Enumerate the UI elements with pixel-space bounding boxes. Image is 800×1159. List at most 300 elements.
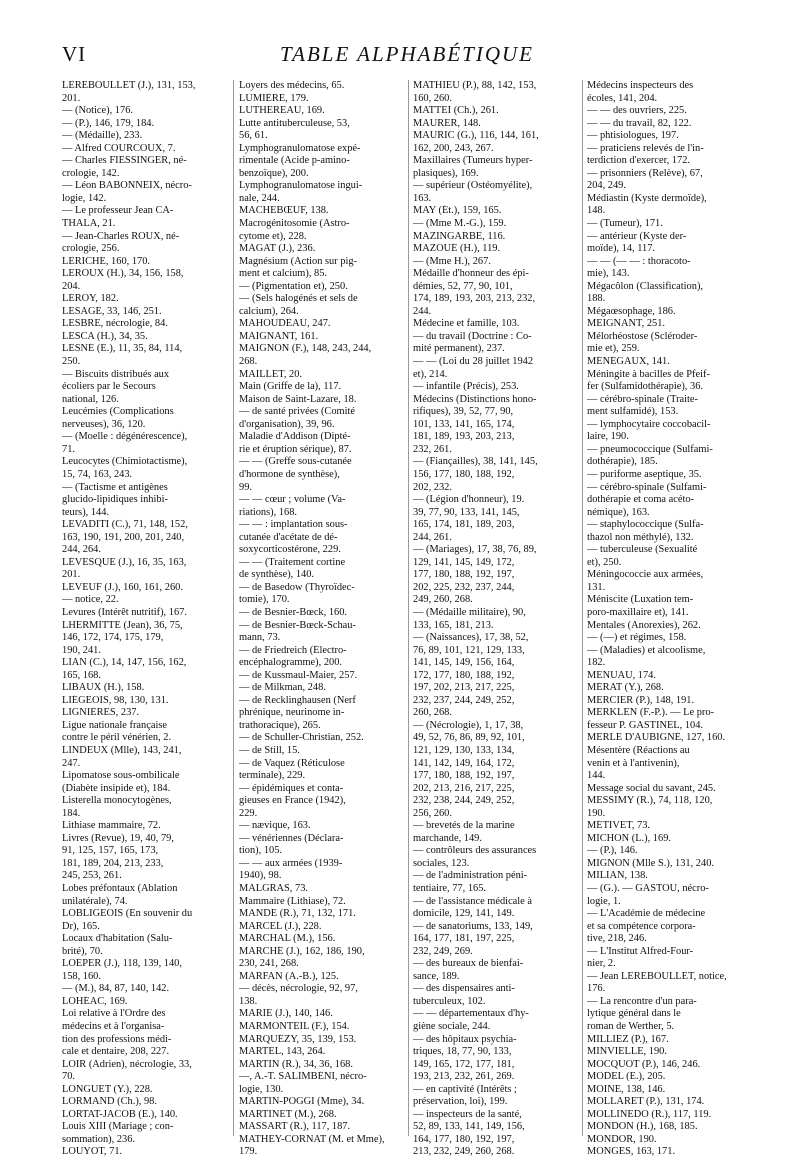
index-entry-line: — de Recklinghausen (Nerf xyxy=(239,694,356,706)
index-entry-line: tomie), 170. xyxy=(239,594,290,606)
index-entry-line: riations), 168. xyxy=(239,506,298,518)
index-entry-line: 15, 74, 163, 243. xyxy=(62,468,133,480)
index-entry-line: glucido-lipidiques inhibi- xyxy=(62,494,168,506)
index-entry-line: — décès, nécrologie, 92, 97, xyxy=(239,983,358,995)
index-entry-line: — contrôleurs des assurances xyxy=(413,845,537,857)
index-columns xyxy=(62,80,768,1158)
index-entry-line: logie, 142. xyxy=(62,192,107,204)
index-entry-line: MARFAN (A.-B.), 125. xyxy=(239,970,339,982)
index-entry-line: et), 250. xyxy=(587,556,622,568)
index-entry-line: logie, 130. xyxy=(239,1083,284,1095)
index-entry-line: 232, 238, 244, 249, 252, xyxy=(413,795,515,807)
index-entry-line: MARMONTEIL (F.), 154. xyxy=(239,1021,350,1033)
index-entry-line: écoliers par le Secours xyxy=(62,381,156,393)
index-entry-line: MERLE D'AUBIGNÉ, 127, 160. xyxy=(587,732,726,744)
index-entry-line: 181, 189, 193, 203, 213, xyxy=(413,431,515,443)
column-divider xyxy=(582,80,583,1136)
index-entry-line: Médaille d'honneur des épi- xyxy=(413,268,529,280)
index-entry-line: — puriforme aseptique, 35. xyxy=(587,468,702,480)
index-entry-line: 202, 232. xyxy=(413,481,452,493)
index-entry-line: LOEPER (J.), 118, 139, 140, xyxy=(62,958,182,970)
index-entry-line: — Jean-Charles ROUX, né- xyxy=(62,230,180,242)
index-entry-line: MAGAT (J.), 236. xyxy=(239,243,316,255)
index-column-2 xyxy=(239,80,403,1159)
index-entry-line: 71. xyxy=(62,443,75,455)
index-entry-line: 133, 165, 181, 213. xyxy=(413,619,494,631)
index-entry-line: Lutte antituberculeuse, 53, xyxy=(239,117,350,129)
index-entry-line: 138. xyxy=(239,995,258,1007)
index-entry-line: plasiques), 169. xyxy=(413,167,479,179)
index-entry-line: 202, 225, 232, 237, 244, xyxy=(413,581,515,593)
index-entry-line: Magnésium (Action sur pig- xyxy=(239,255,358,267)
index-entry-line: MAIGNANT, 161. xyxy=(239,330,319,342)
index-entry-line: — de l'administration péni- xyxy=(413,870,528,882)
index-entry-line: moïde), 14, 117. xyxy=(587,243,656,255)
index-entry-line: 91, 125, 157, 165, 173, xyxy=(62,845,159,857)
index-entry-line: MONDON (H.), 168, 185. xyxy=(587,1121,698,1133)
index-entry-line: — (Maladies) et alcoolisme, xyxy=(587,644,706,656)
index-entry-line: MARCEL (J.), 228. xyxy=(239,920,322,932)
index-entry-line: — des bureaux de bienfai- xyxy=(413,958,524,970)
index-entry-line: Loyers des médecins, 65. xyxy=(239,80,345,91)
index-entry-line: — infantile (Précis), 253. xyxy=(413,381,519,393)
index-entry-line: — de Besnier-Bœck, 160. xyxy=(239,606,348,618)
index-entry-line: Levures (Intérêt nutritif), 167. xyxy=(62,606,187,618)
index-entry-line: 156, 177, 180, 188, 192, xyxy=(413,468,515,480)
index-entry-line: — de Still, 15. xyxy=(239,744,300,756)
index-entry-line: LEVEUF (J.), 160, 161, 260. xyxy=(62,581,183,593)
index-entry-line: LORMAND (Ch.), 98. xyxy=(62,1096,157,1108)
index-entry-line: 56, 61. xyxy=(239,130,268,142)
index-entry-line: MAILLET, 20. xyxy=(239,368,303,380)
index-entry-line: — (Légion d'honneur), 19. xyxy=(413,494,525,506)
index-entry-line: MAY (Ét.), 159, 165. xyxy=(413,205,502,217)
index-entry-line: encéphalogramme), 200. xyxy=(239,657,342,669)
index-entry-line: MATTEI (Ch.), 261. xyxy=(413,105,499,117)
index-entry-line: MARIE (J.), 140, 146. xyxy=(239,1008,333,1020)
index-entry-line: tion), 105. xyxy=(239,845,283,857)
index-entry-line: teurs), 144. xyxy=(62,506,110,518)
index-entry-line: LEREBOULLET (J.), 131, 153, xyxy=(62,80,196,91)
index-entry-line: — tuberculeuse (Sexualité xyxy=(587,544,698,556)
index-entry-line: 188. xyxy=(587,293,606,305)
index-entry-line: triques, 18, 77, 90, 133, xyxy=(413,1046,512,1058)
index-entry-line: — (M.), 84, 87, 140, 142. xyxy=(62,983,170,995)
index-entry-line: 181, 189, 204, 213, 233, xyxy=(62,857,164,869)
index-entry-line: 230, 241, 268. xyxy=(239,958,299,970)
index-entry-line: LESAGE, 33, 146, 251. xyxy=(62,305,162,317)
index-entry-line: MASSART (R.), 117, 187. xyxy=(239,1121,351,1133)
index-entry-line: 129, 141, 145, 149, 172, xyxy=(413,556,515,568)
index-entry-line: — de santé privées (Comité xyxy=(239,406,355,418)
index-entry-line: — antérieur (Kyste der- xyxy=(587,230,687,242)
index-entry-line: Locaux d'habitation (Salu- xyxy=(62,933,173,945)
index-entry-line: MATHEY-CORNAT (M. et Mme), xyxy=(239,1133,385,1145)
index-entry-line: MARCHÉ (J.), 162, 186, 190, xyxy=(239,945,365,957)
index-entry-line: MAURIC (G.), 116, 144, 161, xyxy=(413,130,539,142)
index-entry-line: Maison de Saint-Lazare, 18. xyxy=(239,393,357,405)
index-entry-line: 204. xyxy=(62,280,81,292)
index-entry-line: lytique général dans le xyxy=(587,1008,681,1020)
index-entry-line: Mégaœsophage, 186. xyxy=(587,305,676,317)
index-entry-line: 158, 160. xyxy=(62,970,101,982)
index-entry-line: fesseur P. GASTINEL, 104. xyxy=(587,719,704,731)
index-entry-line: LEVADITI (C.), 71, 148, 152, xyxy=(62,519,188,531)
index-entry-line: 201. xyxy=(62,569,81,581)
index-entry-line: 160, 260. xyxy=(413,92,452,104)
index-entry-line: — des dispensaires anti- xyxy=(413,983,515,995)
index-entry-line: — (P.), 146, 179, 184. xyxy=(62,117,155,129)
index-entry-line: MOCQUOT (P.), 146, 246. xyxy=(587,1058,701,1070)
index-entry-line: Maladie d'Addison (Dipté- xyxy=(239,431,351,443)
index-entry-line: MILIAN, 138. xyxy=(587,870,648,882)
index-entry-line: Méningite à bacilles de Pfeif- xyxy=(587,368,710,380)
index-entry-line: — staphylococcique (Sulfa- xyxy=(587,519,704,531)
index-entry-line: domicile, 129, 141, 149. xyxy=(413,908,515,920)
index-entry-line: MÉRAT (Y.), 268. xyxy=(587,682,664,694)
index-entry-line: LOUYOT, 71. xyxy=(62,1146,123,1158)
index-entry-line: MACHEBŒUF, 138. xyxy=(239,205,329,217)
index-entry-line: mie et), 259. xyxy=(587,343,640,355)
index-entry-line: Médecins inspecteurs des xyxy=(587,80,694,91)
index-entry-line: — des hôpitaux psychia- xyxy=(413,1033,517,1045)
index-entry-line: — — du travail, 82, 122. xyxy=(587,117,692,129)
index-entry-line: — (Nécrologie), 1, 17, 38, xyxy=(413,719,524,731)
index-entry-line: MARTEL, 143, 264. xyxy=(239,1046,326,1058)
index-entry-line: MAURER, 148. xyxy=(413,117,481,129)
index-entry-line: MIGNON (Mlle S.), 131, 240. xyxy=(587,857,714,869)
index-entry-line: d'hormone de synthèse), xyxy=(239,468,340,480)
index-entry-line: laire, 190. xyxy=(587,431,629,443)
index-entry-line: 179. xyxy=(239,1146,258,1158)
index-entry-line: LESBRE, nécrologie, 84. xyxy=(62,318,168,330)
index-entry-line: LESNÉ (E.), 11, 35, 84, 114, xyxy=(62,343,183,355)
index-entry-line: Louis XIII (Mariage ; con- xyxy=(62,1121,174,1133)
column-divider xyxy=(408,80,409,1136)
index-entry-line: 162, 200, 243, 267. xyxy=(413,142,494,154)
index-entry-line: marchande, 149. xyxy=(413,832,482,844)
index-entry-line: 141, 145, 149, 156, 164, xyxy=(413,657,515,669)
index-entry-line: MOLLARET (P.), 131, 174. xyxy=(587,1096,705,1108)
index-entry-line: Leucémies (Complications xyxy=(62,406,174,418)
index-entry-line: 232, 261. xyxy=(413,443,452,455)
index-entry-line: MONGES, 163, 171. xyxy=(587,1146,676,1158)
index-entry-line: MICHON (L.), 169. xyxy=(587,832,671,844)
index-entry-line: MERCIER (P.), 148, 191. xyxy=(587,694,695,706)
index-entry-line: ment et calcium), 85. xyxy=(239,268,328,280)
index-entry-line: 201. xyxy=(62,92,81,104)
index-entry-line: — (Moelle : dégénérescence), xyxy=(62,431,188,443)
index-entry-line: sommation), 236. xyxy=(62,1133,136,1145)
index-entry-line: Dr), 165. xyxy=(62,920,100,932)
index-entry-line: — inspecteurs de la santé, xyxy=(413,1108,522,1120)
index-entry-line: MARQUÉZY, 35, 139, 153. xyxy=(239,1033,357,1045)
index-entry-line: 101, 133, 141, 165, 174, xyxy=(413,418,515,430)
index-entry-line: — en captivité (Intérêts ; xyxy=(413,1083,517,1095)
index-entry-line: MANDE (R.), 71, 132, 171. xyxy=(239,908,356,920)
index-entry-line: Mélorhéostose (Scléroder- xyxy=(587,330,698,342)
index-entry-line: terdiction d'exercer, 172. xyxy=(587,155,691,167)
index-entry-line: 141, 142, 149, 164, 172, xyxy=(413,757,515,769)
index-entry-line: rie et éruption sérique), 87. xyxy=(239,443,352,455)
index-entry-line: 76, 89, 101, 121, 129, 133, xyxy=(413,644,525,656)
index-entry-line: 197, 202, 213, 217, 225, xyxy=(413,682,515,694)
index-entry-line: LUTHEREAU, 169. xyxy=(239,105,325,117)
index-entry-line: MODEL (E.), 205. xyxy=(587,1071,666,1083)
index-entry-line: 176. xyxy=(587,983,606,995)
index-entry-line: crologie, 142. xyxy=(62,167,120,179)
index-entry-line: 250. xyxy=(62,356,81,368)
index-entry-line: tive, 218, 246. xyxy=(587,933,647,945)
index-entry-line: MÉTIVET, 73. xyxy=(587,820,651,832)
index-entry-line: cutanée d'acétate de dé- xyxy=(239,531,338,543)
index-entry-line: mie), 143. xyxy=(587,268,630,280)
index-entry-line: MALGRAS, 73. xyxy=(239,883,308,894)
index-entry-line: 256, 260. xyxy=(413,807,452,819)
index-entry-line: démies, 52, 77, 90, 101, xyxy=(413,280,513,292)
index-entry-line: — pneumococcique (Sulfami- xyxy=(587,443,713,455)
index-entry-line: LESCA (H.), 34, 35. xyxy=(62,330,148,342)
index-entry-line: MARTIN-POGGI (Mme), 34. xyxy=(239,1096,365,1108)
index-entry-line: LORTAT-JACOB (E.), 140. xyxy=(62,1108,178,1120)
index-entry-line: 190, 241. xyxy=(62,644,101,656)
index-entry-line: LOIR (Adrien), nécrologie, 33, xyxy=(62,1058,192,1070)
index-entry-line: et sa compétence corpora- xyxy=(587,920,696,932)
index-entry-line: de synthèse), 140. xyxy=(239,569,315,581)
index-entry-line: sociales, 123. xyxy=(413,857,470,869)
index-entry-line: fer (Sulfamidothérapie), 36. xyxy=(587,381,703,393)
index-entry-line: — (Tumeur), 171. xyxy=(587,218,663,230)
index-entry-line: — notice, 22. xyxy=(62,594,119,606)
index-entry-line: — praticiens relevés de l'in- xyxy=(587,142,704,154)
index-entry-line: — — (Loi du 28 juillet 1942 xyxy=(413,356,534,368)
index-entry-line: sance, 189. xyxy=(413,970,460,982)
index-entry-line: — cérébro-spinale (Traite- xyxy=(587,393,698,405)
index-entry-line: — lymphocytaire coccobacil- xyxy=(587,418,711,430)
index-entry-line: soxycorticostérone, 229. xyxy=(239,544,341,556)
index-entry-line: — vénériennes (Déclara- xyxy=(239,832,344,844)
index-entry-line: 193, 213, 232, 261, 269. xyxy=(413,1071,515,1083)
index-entry-line: giène sociale, 244. xyxy=(413,1021,491,1033)
index-entry-line: Lithiase mammaire, 72. xyxy=(62,820,161,832)
index-entry-line: Macrogénitosomie (Astro- xyxy=(239,218,350,230)
index-entry-line: MARTINET (M.), 268. xyxy=(239,1108,337,1120)
index-entry-line: 177, 180, 188, 192, 197, xyxy=(413,770,515,782)
index-entry-line: MAZINGARBE, 116. xyxy=(413,230,506,242)
index-entry-line: — cérébro-spinale (Sulfami- xyxy=(587,481,707,493)
index-column-4 xyxy=(587,80,768,1159)
index-entry-line: MOLLINEDO (R.), 117, 119. xyxy=(587,1108,712,1120)
index-entry-line: 244, 264. xyxy=(62,544,101,556)
index-entry-line: 268. xyxy=(239,356,258,368)
index-entry-line: — Léon BABONNEIX, nécro- xyxy=(62,180,192,192)
index-entry-line: — de sanatoriums, 133, 149, xyxy=(413,920,533,932)
page-title: TABLE ALPHABÉTIQUE xyxy=(280,42,534,66)
index-entry-line: Mentales (Anorexies), 262. xyxy=(587,619,701,631)
column-divider xyxy=(233,80,234,1136)
index-entry-line: MONDOR, 190. xyxy=(587,1133,657,1145)
index-entry-line: 163. xyxy=(413,192,432,204)
index-entry-line: cale et dentaire, 208, 227. xyxy=(62,1046,170,1058)
index-entry-line: — (Mme M.-G.), 159. xyxy=(413,218,507,230)
index-entry-line: 144. xyxy=(587,770,606,782)
index-entry-line: 177, 180, 188, 192, 197, xyxy=(413,569,515,581)
index-entry-line: — (—) et régimes, 158. xyxy=(587,632,687,644)
index-entry-line: 121, 129, 130, 133, 134, xyxy=(413,744,515,756)
index-entry-line: Mégacôlon (Classification), xyxy=(587,280,703,292)
index-entry-line: MOINE, 138, 146. xyxy=(587,1083,666,1095)
index-entry-line: MAZOUÉ (H.), 119. xyxy=(413,243,501,255)
index-entry-line: terminale), 229. xyxy=(239,770,306,782)
index-entry-line: Message social du savant, 245. xyxy=(587,782,716,794)
index-entry-line: — — départementaux d'hy- xyxy=(413,1008,529,1020)
index-entry-line: 232, 237, 244, 249, 252, xyxy=(413,694,515,706)
index-entry-line: 202, 213, 216, 217, 225, xyxy=(413,782,515,794)
index-entry-line: — de Vaquez (Réticulose xyxy=(239,757,345,769)
index-entry-line: 172, 177, 180, 188, 192, xyxy=(413,669,515,681)
index-entry-line: dothérapie et coma acéto- xyxy=(587,494,695,506)
index-entry-line: phrénique, neurinome in- xyxy=(239,707,345,719)
index-entry-line: Main (Griffe de la), 117. xyxy=(239,381,342,393)
index-entry-line: Lobes préfontaux (Ablation xyxy=(62,883,178,894)
index-entry-line: — supérieur (Ostéomyélite), xyxy=(413,180,533,192)
index-entry-line: 260, 268. xyxy=(413,707,452,719)
index-entry-line: — (P.), 146. xyxy=(587,845,638,857)
index-entry-line: brité), 70. xyxy=(62,945,103,957)
index-entry-line: 182. xyxy=(587,657,606,669)
index-entry-line: 39, 77, 90, 133, 141, 145, xyxy=(413,506,520,518)
index-entry-line: poro-maxillaire et), 141. xyxy=(587,606,689,618)
index-entry-line: 190. xyxy=(587,807,606,819)
index-entry-line: ment sulfamidé), 153. xyxy=(587,406,679,418)
index-entry-line: 249, 260, 268. xyxy=(413,594,473,606)
index-entry-line: 204, 249. xyxy=(587,180,626,192)
index-entry-line: gieuses en France (1942), xyxy=(239,795,346,807)
index-entry-line: 131. xyxy=(587,581,606,593)
index-entry-line: MERKLEN (F.-P.). — Le pro- xyxy=(587,707,715,719)
index-entry-line: MAIGNON (F.), 148, 243, 244, xyxy=(239,343,372,355)
index-entry-line: — brevetés de la marine xyxy=(413,820,515,832)
index-entry-line: MARCHAL (M.), 156. xyxy=(239,933,336,945)
index-entry-line: LIÉGEOIS, 98, 130, 131. xyxy=(62,694,169,706)
index-entry-line: LEROY, 182. xyxy=(62,293,119,305)
index-entry-line: — du travail (Doctrine : Co- xyxy=(413,330,532,342)
index-entry-line: — (Médaille), 233. xyxy=(62,130,143,142)
index-entry-line: 213, 232, 249, 260, 268. xyxy=(413,1146,515,1158)
index-entry-line: 245, 253, 261. xyxy=(62,870,122,882)
index-entry-line: — (Médaille militaire), 90, xyxy=(413,606,526,618)
index-entry-line: 165, 174, 181, 189, 203, xyxy=(413,519,515,531)
index-entry-line: —, A.-T. SALIMBÉNI, nécro- xyxy=(239,1071,367,1083)
index-entry-line: némique), 163. xyxy=(587,506,650,518)
index-entry-line: — de Besnier-Bœck-Schau- xyxy=(239,619,356,631)
index-entry-line: (Diabète insipide et), 184. xyxy=(62,782,171,794)
index-entry-line: Listerella monocytogènes, xyxy=(62,795,172,807)
index-entry-line: — L'Académie de médecine xyxy=(587,908,706,920)
index-entry-line: MESSIMY (R.), 74, 118, 120, xyxy=(587,795,713,807)
index-entry-line: préservation, loi), 199. xyxy=(413,1096,508,1108)
index-entry-line: 165, 168. xyxy=(62,669,101,681)
index-entry-line: Méniscite (Luxation tem- xyxy=(587,594,694,606)
index-entry-line: Mésentère (Réactions au xyxy=(587,744,690,756)
index-entry-line: crologie, 256. xyxy=(62,243,120,255)
index-entry-line: — (Mme H.), 267. xyxy=(413,255,491,267)
index-entry-line: 146, 172, 174, 175, 179, xyxy=(62,632,164,644)
index-entry-line: 232, 249, 269. xyxy=(413,945,473,957)
index-entry-line: MENUAU, 174. xyxy=(587,669,656,681)
index-entry-line: 99. xyxy=(239,481,252,493)
index-entry-line: tentiaire, 77, 165. xyxy=(413,883,487,894)
index-entry-line: nier, 2. xyxy=(587,958,616,970)
index-entry-line: — (Naissances), 17, 38, 52, xyxy=(413,632,529,644)
index-entry-line: — nævique, 163. xyxy=(239,820,311,832)
index-entry-line: — prisonniers (Relève), 67, xyxy=(587,167,703,179)
index-entry-line: — — : implantation sous- xyxy=(239,519,348,531)
index-entry-line: LEROUX (H.), 34, 156, 158, xyxy=(62,268,184,280)
index-entry-line: mité permanent), 237. xyxy=(413,343,505,355)
index-entry-line: nale, 244. xyxy=(239,192,280,204)
index-entry-line: thazol non méthylé), 132. xyxy=(587,531,694,543)
index-entry-line: — — (Greffe sous-cutanée xyxy=(239,456,352,468)
index-entry-line: — Biscuits distribués aux xyxy=(62,368,170,380)
index-entry-line: — — (— — : thoracoto- xyxy=(587,255,691,267)
index-entry-line: et), 214. xyxy=(413,368,448,380)
index-entry-line: LUMIÈRE, 179. xyxy=(239,92,309,104)
index-entry-line: venin et à l'antivenin), xyxy=(587,757,680,769)
index-entry-line: d'organisation), 39, 96. xyxy=(239,418,335,430)
index-entry-line: tion des professions médi- xyxy=(62,1033,172,1045)
index-entry-line: 148. xyxy=(587,205,606,217)
index-entry-line: logie, 1. xyxy=(587,895,621,907)
index-entry-line: 229. xyxy=(239,807,258,819)
index-entry-line: LOHÉAC, 169. xyxy=(62,995,128,1007)
index-entry-line: unilatérale), 74. xyxy=(62,895,128,907)
index-entry-line: cytome et), 228. xyxy=(239,230,307,242)
index-entry-line: tuberculeux, 102. xyxy=(413,995,486,1007)
index-entry-line: national, 126. xyxy=(62,393,119,405)
index-entry-line: — de Basedow (Thyroïdec- xyxy=(239,581,355,593)
index-entry-line: Loi relative à l'Ordre des xyxy=(62,1008,166,1020)
index-entry-line: MAHOUDEAU, 247. xyxy=(239,318,331,330)
index-entry-line: LHERMITTE (Jean), 36, 75, xyxy=(62,619,183,631)
index-entry-line: 163, 190, 191, 200, 201, 240, xyxy=(62,531,185,543)
index-entry-line: roman de Werther, 5. xyxy=(587,1021,675,1033)
index-entry-line: benzoïque), 200. xyxy=(239,167,309,179)
index-entry-line: 52, 89, 133, 141, 149, 156, xyxy=(413,1121,525,1133)
index-entry-line: contre le péril vénérien, 2. xyxy=(62,732,172,744)
index-entry-line: mann, 73. xyxy=(239,632,281,644)
index-entry-line: — L'Institut Alfred-Four- xyxy=(587,945,694,957)
index-entry-line: 70. xyxy=(62,1071,75,1083)
index-column-1 xyxy=(62,80,228,1159)
index-entry-line: 149, 165, 172, 177, 181, xyxy=(413,1058,515,1070)
index-entry-line: dothérapie), 185. xyxy=(587,456,658,468)
index-entry-line: — Le professeur Jean CA- xyxy=(62,205,174,217)
page-header xyxy=(62,42,752,72)
index-column-3 xyxy=(413,80,577,1159)
index-entry-line: LERICHE, 160, 170. xyxy=(62,255,151,267)
index-entry-line: écoles, 141, 204. xyxy=(587,92,658,104)
page-number: VI xyxy=(62,42,87,66)
index-entry-line: — (Tactisme et antigènes xyxy=(62,481,168,493)
index-entry-line: — — cœur ; volume (Va- xyxy=(239,494,346,506)
index-entry-line: — (Pigmentation et), 250. xyxy=(239,280,348,292)
index-entry-line: LONGUET (Y.), 228. xyxy=(62,1083,153,1095)
index-entry-line: LIBAUX (H.), 158. xyxy=(62,682,145,694)
index-entry-line: MÉNÉGAUX, 141. xyxy=(587,356,670,368)
index-entry-line: calcium), 264. xyxy=(239,305,299,317)
index-entry-line: Livres (Revue), 19, 40, 79, xyxy=(62,832,174,844)
